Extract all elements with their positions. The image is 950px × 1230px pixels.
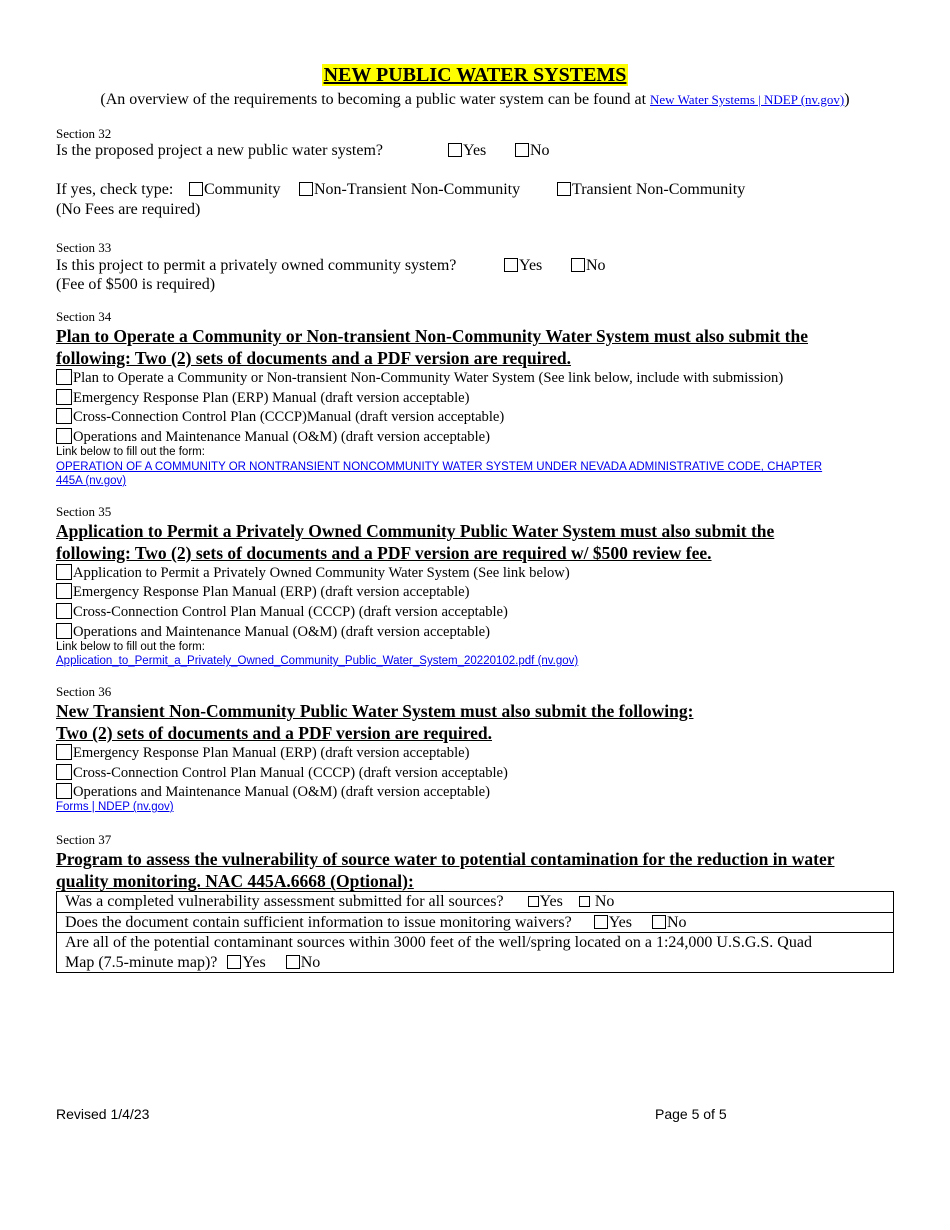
s35-item[interactable]: Cross-Connection Control Plan Manual (CCCP) (draft version acceptable) [56,603,508,621]
s35-link-label: Link below to fill out the form: [56,641,205,653]
s37-row3-no-checkbox[interactable] [286,955,300,969]
table-row [57,933,894,973]
s34-item[interactable]: Emergency Response Plan (ERP) Manual (draft version acceptable) [56,389,469,407]
table-cell: Was a completed vulnerability assessment submitted for all sources? Yes No [57,892,894,913]
s32-community-checkbox[interactable] [189,182,203,196]
table-cell: Does the document contain sufficient information to issue monitoring waivers? Yes No [57,912,894,933]
section-34-heading: Plan to Operate a Community or Non-transient Non-Community Water System must also submit the [56,326,809,346]
s37-row1-no-checkbox[interactable] [579,896,590,907]
section-36-label: Section 36 [56,684,112,699]
s36-item-checkbox[interactable] [56,764,72,780]
section-36-heading: New Transient Non-Community Public Water System must also submit the following: [56,701,694,721]
page-number: Page 5 of 5 [655,1106,727,1122]
s32-transient-checkbox[interactable] [557,182,571,196]
s36-item-checkbox[interactable] [56,744,72,760]
section-35-heading-2: following: Two (2) sets of documents and a PDF version are required w/ $500 review fee. [56,543,712,563]
s37-row3-yes-checkbox[interactable] [227,955,241,969]
s36-item[interactable]: Emergency Response Plan Manual (ERP) (draft version acceptable) [56,744,469,762]
revised-date: Revised 1/4/23 [56,1106,150,1122]
s33-yes-option[interactable]: Yes [504,257,542,275]
s33-note: (Fee of $500 is required) [56,276,216,293]
s32-note: (No Fees are required) [56,201,201,218]
table-row [57,912,894,933]
s35-item-checkbox[interactable] [56,623,72,639]
s37-row1-yes-checkbox[interactable] [528,896,539,907]
s35-item[interactable]: Operations and Maintenance Manual (O&M) (draft version acceptable) [56,623,490,641]
section-33-question: Is this project to permit a privately owned community system? [56,257,457,274]
s34-item-checkbox[interactable] [56,389,72,405]
s34-item[interactable]: Plan to Operate a Community or Non-transient Non-Community Water System (See link below, include with submission) [56,369,783,387]
s32-type-transient[interactable]: Transient Non-Community [557,181,745,199]
s34-item-checkbox[interactable] [56,428,72,444]
s37-row2-yes-checkbox[interactable] [594,915,608,929]
page-title: NEW PUBLIC WATER SYSTEMS [323,64,627,86]
s32-yes-checkbox[interactable] [448,143,462,157]
s34-form-link[interactable]: OPERATION OF A COMMUNITY OR NONTRANSIENT NONCOMMUNITY WATER SYSTEM UNDER NEVADA ADMINISTRATIVE CODE, CHAPTER [56,461,823,473]
s33-no-option[interactable]: No [571,257,606,275]
section-36-heading-2: Two (2) sets of documents and a PDF version are required. [56,723,493,743]
s34-form-link-2[interactable]: 445A (nv.gov) [56,475,127,487]
s37-row2-no-checkbox[interactable] [652,915,666,929]
vulnerability-table [56,891,894,973]
table-cell: Are all of the potential contaminant sources within 3000 feet of the well/spring located on a 1:24,000 U.S.G.S. Quad Map (7.5-minute map)? Yes No [57,933,894,973]
s36-forms-link[interactable]: Forms | NDEP (nv.gov) [56,801,174,813]
s32-type-community[interactable]: Community [189,181,280,199]
s36-item-checkbox[interactable] [56,783,72,799]
section-33-label: Section 33 [56,240,112,255]
s34-link-label: Link below to fill out the form: [56,446,205,458]
s33-yes-checkbox[interactable] [504,258,518,272]
new-water-systems-link[interactable]: New Water Systems | NDEP (nv.gov) [650,92,845,107]
s32-yes-option[interactable]: Yes [448,142,486,160]
s36-item[interactable]: Cross-Connection Control Plan Manual (CCCP) (draft version acceptable) [56,764,508,782]
section-35-label: Section 35 [56,504,112,519]
section-37-label: Section 37 [56,832,112,847]
section-37-heading: Program to assess the vulnerability of source water to potential contamination for the reduction in water [56,849,835,869]
section-34-heading-2: following: Two (2) sets of documents and a PDF version are required. [56,348,571,368]
s34-item[interactable]: Operations and Maintenance Manual (O&M) (draft version acceptable) [56,428,490,446]
s35-item-checkbox[interactable] [56,603,72,619]
s35-form-link[interactable]: Application_to_Permit_a_Privately_Owned_Community_Public_Water_System_20220102.pdf (nv.gov) [56,655,579,667]
section-34-label: Section 34 [56,309,112,324]
s35-item-checkbox[interactable] [56,583,72,599]
s32-no-option[interactable]: No [515,142,550,160]
section-32-question: Is the proposed project a new public water system? [56,142,384,159]
s34-item[interactable]: Cross-Connection Control Plan (CCCP)Manual (draft version acceptable) [56,408,504,426]
section-37-heading-2: quality monitoring. NAC 445A.6668 (Optional): [56,871,414,891]
s35-item-checkbox[interactable] [56,564,72,580]
section-35-heading: Application to Permit a Privately Owned Community Public Water System must also submit the [56,521,775,541]
s32-no-checkbox[interactable] [515,143,529,157]
s35-item[interactable]: Emergency Response Plan Manual (ERP) (draft version acceptable) [56,583,469,601]
overview-line: (An overview of the requirements to becoming a public water system can be found at New Water Systems | NDEP (nv.gov)) [100,91,850,108]
section-32-label: Section 32 [56,126,112,141]
s34-item-checkbox[interactable] [56,408,72,424]
s32-non-transient-checkbox[interactable] [299,182,313,196]
table-row [57,892,894,913]
s35-item[interactable]: Application to Permit a Privately Owned Community Water System (See link below) [56,564,570,582]
s33-no-checkbox[interactable] [571,258,585,272]
s32-type-label: If yes, check type: [56,181,174,198]
s34-item-checkbox[interactable] [56,369,72,385]
s32-type-non-transient[interactable]: Non-Transient Non-Community [299,181,520,199]
s36-item[interactable]: Operations and Maintenance Manual (O&M) (draft version acceptable) [56,783,490,801]
